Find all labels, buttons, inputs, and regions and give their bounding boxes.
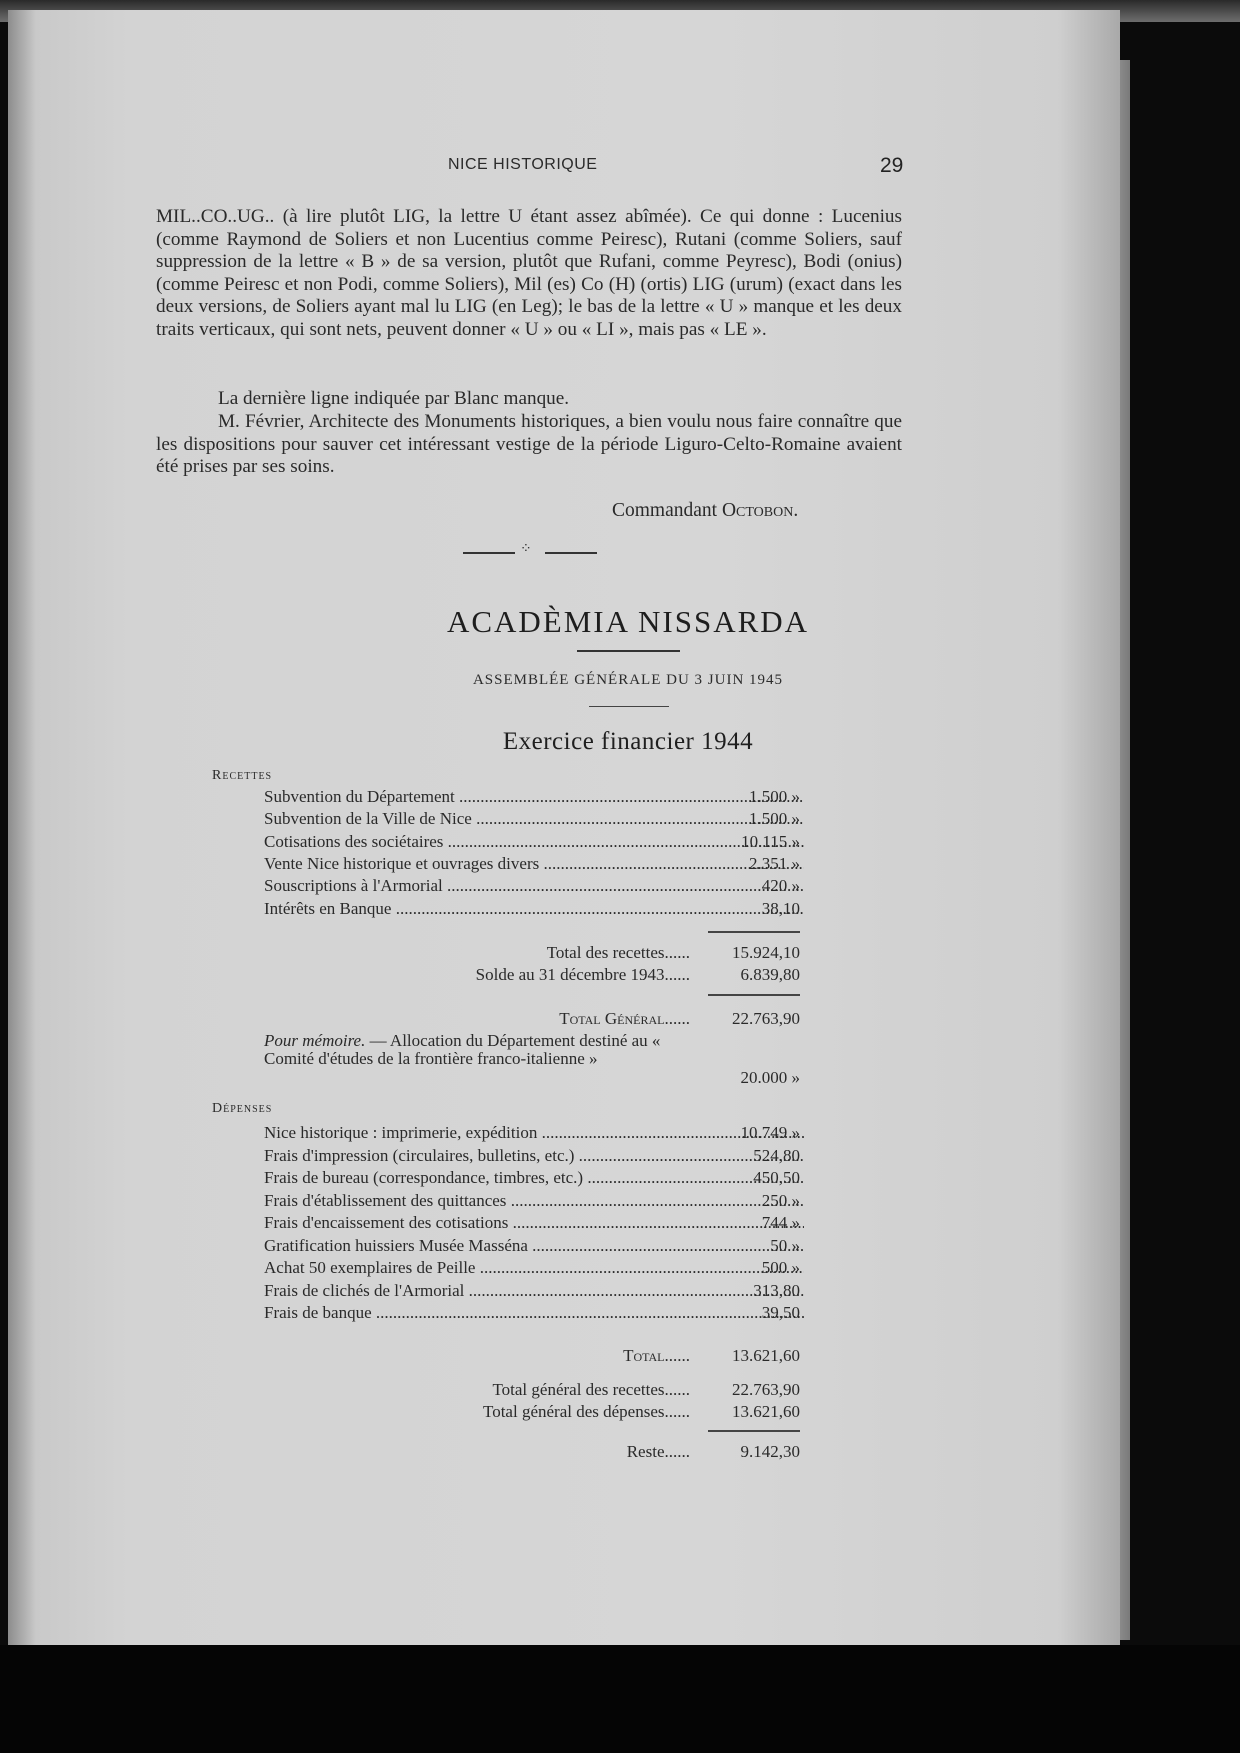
total-depenses-label: Total...... — [623, 1346, 690, 1365]
solde-amount: 6.839,80 — [740, 965, 800, 984]
summary-depenses-label: Total général des dépenses...... — [483, 1402, 690, 1421]
reste-amount: 9.142,30 — [740, 1442, 800, 1461]
depenses-item-label: Frais d'impression (circulaires, bulletins, etc.) ..... — [264, 1146, 804, 1168]
page-number: 29 — [880, 154, 904, 177]
depenses-item-label: Frais de bureau (correspondance, timbres, etc.) ..... — [264, 1168, 804, 1190]
solde-rule — [708, 994, 800, 996]
recettes-item-label: Cotisations des sociétaires ..... — [264, 832, 804, 854]
depenses-item-label: Frais de clichés de l'Armorial ..... — [264, 1281, 804, 1303]
recettes-item-amount: 2.351 » — [749, 853, 800, 873]
depenses-item-amount: 500 » — [761, 1258, 800, 1277]
depenses-item-label: Achat 50 exemplaires de Peille ..... — [264, 1258, 804, 1280]
summary-depenses-amount: 13.621,60 — [732, 1402, 800, 1421]
recettes-item-amount: 1.500 » — [749, 787, 800, 806]
subtitle-rule — [589, 706, 669, 707]
reste-label: Reste...... — [626, 1442, 690, 1461]
total-general-label: Total Général...... — [559, 1009, 690, 1028]
depenses-item-amount: 10.749 » — [740, 1123, 800, 1142]
solde-label: Solde au 31 décembre 1943...... — [475, 965, 690, 984]
recettes-rule — [708, 931, 800, 933]
total-recettes-amount: 15.924,10 — [732, 943, 800, 962]
title-rule — [577, 650, 680, 652]
section-ornament: ⁘ — [463, 546, 598, 560]
depenses-item-amount: 524,80 — [753, 1145, 800, 1165]
running-head: NICE HISTORIQUE — [448, 156, 598, 173]
memo-text: — Allocation du Département destiné au « Comité d'études de la frontière franco-italienne » — [264, 1031, 661, 1068]
depenses-item-amount: 250 » — [761, 1190, 800, 1210]
depenses-item-label: Frais d'encaissement des cotisations ..... — [264, 1213, 804, 1235]
recettes-item-amount: 10.115 » — [741, 831, 800, 851]
total-recettes-label: Total des recettes...... — [546, 943, 690, 962]
recettes-item-amount: 1.500 » — [749, 809, 800, 829]
summary-recettes-amount: 22.763,90 — [732, 1380, 800, 1399]
recettes-item-label: Subvention de la Ville de Nice ..... — [264, 809, 804, 831]
depenses-item-amount: 744 » — [761, 1213, 800, 1232]
signature-name: Octobon. — [721, 500, 799, 521]
section-subtitle: ASSEMBLÉE GÉNÉRALE DU 3 JUIN 1945 — [472, 672, 784, 688]
paragraph-inscription: MIL..CO..UG.. (à lire plutôt LIG, la lettre U étant assez abîmée). Ce qui donne : Lucenius (comme Raymond de Soliers et non Lucentius comme Peiresc), Rutani (comme Soliers, sauf suppression de la lettre « B » de sa version, plutôt que Rufani, comme Peyresc), Bodi (onius) (comme Peiresc et non Podi, comme Soliers), Mil (es) Co (H) (ortis) LIG (urum) (exact dans les deux versions, de Soliers ayant mal lu LIG (en Leg); le bas de la lettre « U » manque et les deux traits verticaux, qui sont nets, peuvent donner « U » ou « LI », mais pas « LE ». — [156, 206, 902, 340]
recettes-item-amount: 420 » — [761, 876, 800, 896]
paragraph-fevrier: M. Février, Architecte des Monuments historiques, a bien voulu nous faire connaître que les dispositions pour sauver cet intéressant vestige de la période Liguro-Celto-Romaine avaient été prises par ses soins. — [156, 411, 902, 478]
recettes-item-label: Intérêts en Banque ..... — [264, 899, 804, 921]
signature — [612, 500, 798, 522]
memo-lead: Pour mémoire. — [264, 1031, 366, 1050]
depenses-item-label: Frais d'établissement des quittances ..... — [264, 1191, 804, 1213]
recettes-item-label: Subvention du Département ..... — [264, 787, 804, 809]
depenses-item-label: Gratification huissiers Musée Masséna ..... — [264, 1236, 804, 1258]
depenses-item-amount: 313,80 — [753, 1280, 800, 1300]
memo-amount: 20.000 » — [740, 1068, 800, 1087]
financial-heading: Exercice financier 1944 — [502, 728, 754, 755]
summary-rule — [708, 1430, 800, 1432]
depenses-item-amount: 450,50 — [753, 1168, 800, 1187]
depenses-item-amount: 39,50 — [761, 1303, 800, 1322]
recettes-item-label: Vente Nice historique et ouvrages divers ..... — [264, 854, 804, 876]
recettes-label: Recettes — [212, 768, 273, 783]
summary-recettes-label: Total général des recettes...... — [492, 1380, 690, 1399]
section-title: ACADÈMIA NISSARDA — [446, 604, 810, 639]
total-general-amount: 22.763,90 — [732, 1009, 800, 1028]
document-page — [8, 10, 1120, 1645]
memo-block — [264, 1032, 694, 1068]
signature-prefix: Commandant — [612, 500, 718, 521]
scan-bottom-edge — [0, 1645, 1240, 1753]
depenses-item-label: Nice historique : imprimerie, expédition ..... — [264, 1123, 804, 1145]
paragraph-last-line: La dernière ligne indiquée par Blanc manque. — [218, 388, 570, 409]
depenses-item-label: Frais de banque ..... — [264, 1303, 804, 1325]
depenses-label: Dépenses — [212, 1101, 273, 1116]
total-depenses-amount: 13.621,60 — [732, 1346, 800, 1365]
recettes-item-amount: 38,10 — [761, 898, 800, 918]
recettes-item-label: Souscriptions à l'Armorial ..... — [264, 876, 804, 898]
depenses-item-amount: 50 » — [770, 1235, 800, 1255]
